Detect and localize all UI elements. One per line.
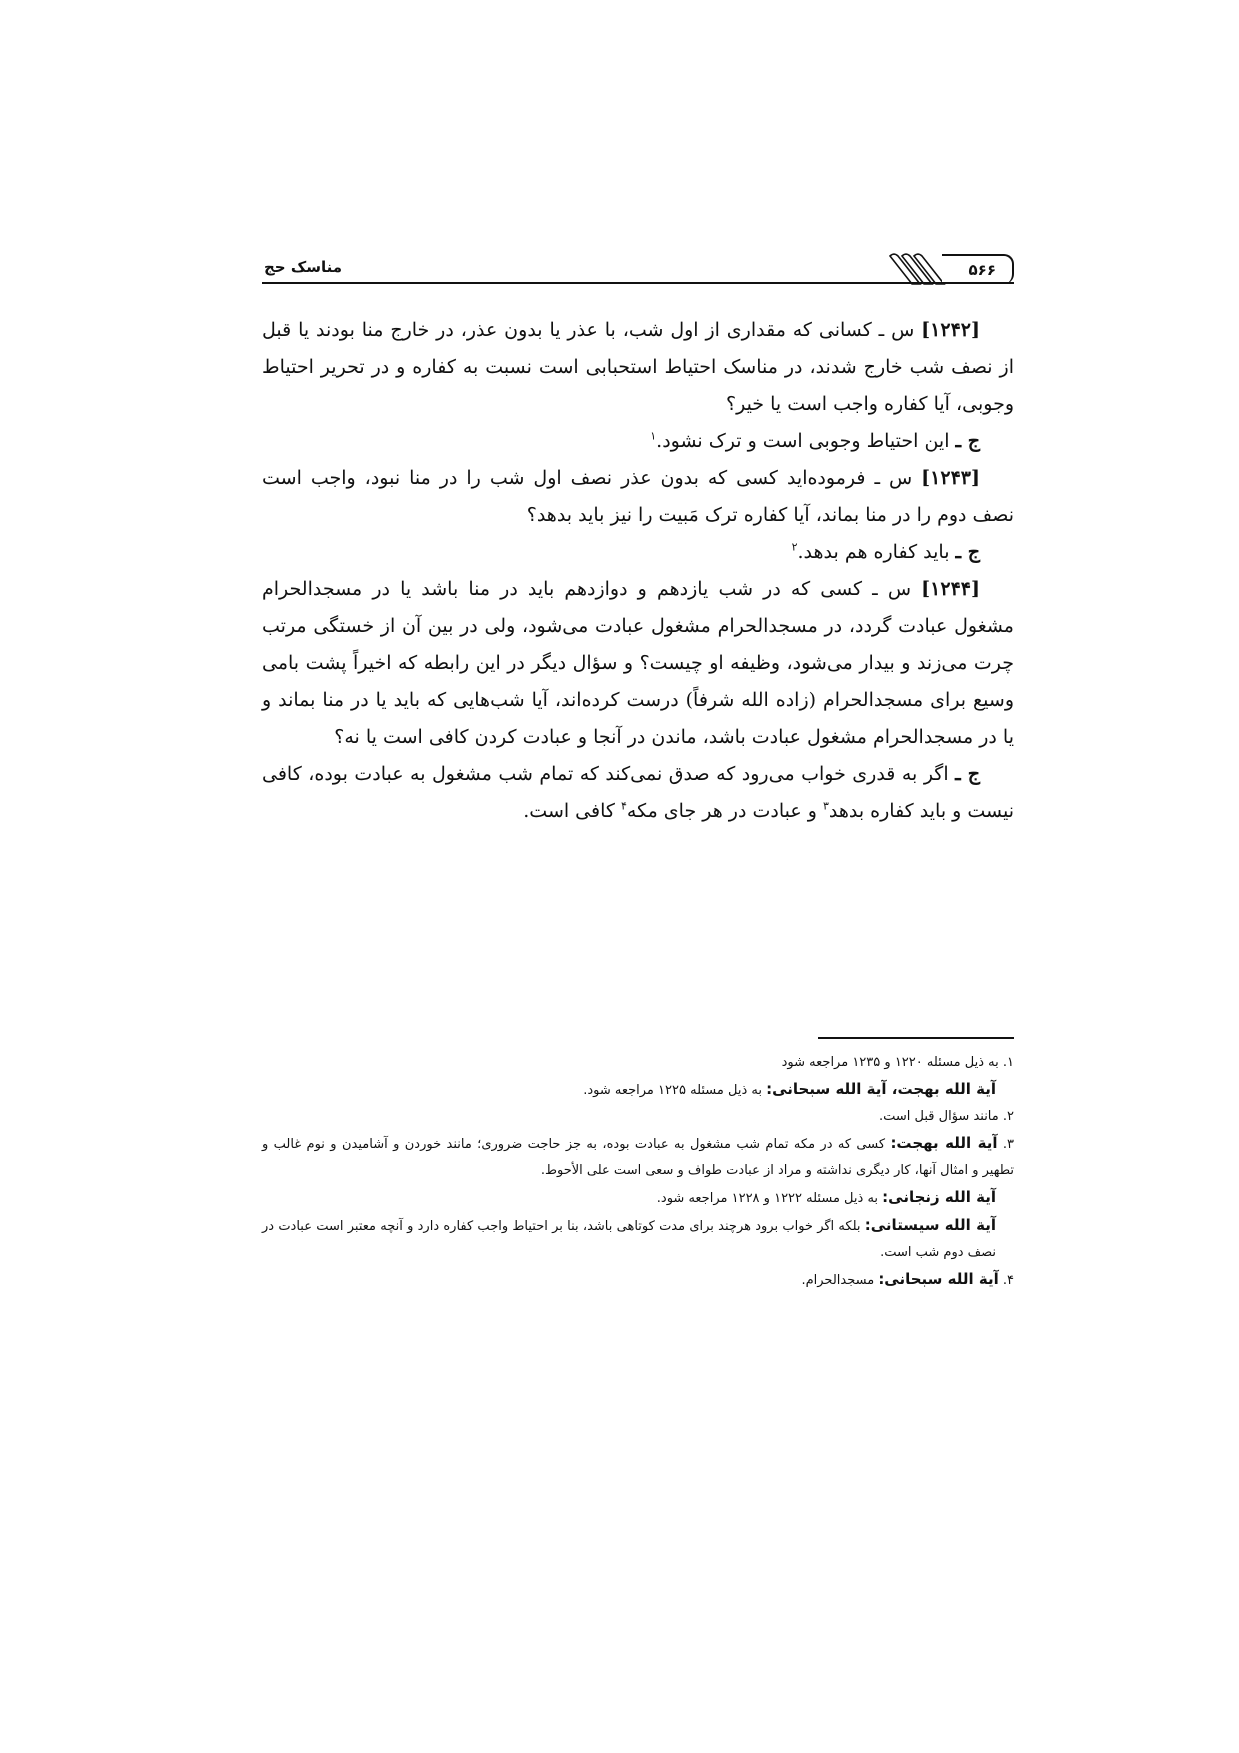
footnote-text: کسی که در مکه تمام شب مشغول به عبادت بوده، به جز حاجت ضروری؛ مانند خوردن و آشامیدن و نوم غالب و تطهیر و امثال آنها، کار دیگری نداشته و مراد از عبادت طواف و سعی است علی الأحوط. [262,1137,1014,1178]
answer-mark: ج ـ [955,430,980,452]
answer-1243 [262,534,1014,571]
answer-text: و عبادت در هر جای مکه [626,800,823,822]
footnote-4 [262,1266,1014,1294]
main-text [262,312,1014,830]
decorative-stripes-icon [886,252,948,286]
header-rule [262,282,1014,284]
question-number: [۱۲۴۳] [921,467,980,489]
authority-name: آیة الله بهجت، آیة الله سبحانی: [766,1080,996,1098]
question-number: [۱۲۴۲] [921,319,980,341]
footnote-marker: ۲. [998,1109,1014,1124]
page-number: ۵۶۶ [968,261,996,279]
question-1242 [262,312,1014,423]
footnote-3 [262,1130,1014,1184]
footnote-marker: ۳. [997,1137,1014,1152]
footnote-text: به ذیل مسئله ۱۲۲۰ و ۱۲۳۵ مراجعه شود [781,1055,999,1070]
answer-mark: ج ـ [955,763,980,785]
answer-text: باید کفاره هم بدهد. [797,541,956,563]
question-text: س ـ کسانی که مقداری از اول شب، با عذر یا بدون عذر، در خارج منا بودند یا قبل از نصف شب خارج شدند، در مناسک احتیاط استحبابی است نسبت به کفاره و در تحریر احتیاط وجوبی، آیا کفاره واجب است یا خیر؟ [262,319,1014,415]
answer-text: اگر به قدری خواب می‌رود که صدق نمی‌کند که تمام شب مشغول به عبادت بوده، کافی نیست و باید کفاره بدهد [262,763,1014,822]
footnote-marker: ۴. [998,1273,1014,1288]
footnote-1-sub [262,1076,1014,1104]
answer-text: کافی است. [523,800,621,822]
footnote-text: بلکه اگر خواب برود هرچند برای مدت کوتاهی باشد، بنا بر احتیاط واجب کفاره دارد و آنچه معتبر است عبادت در نصف دوم شب است. [262,1219,996,1260]
answer-mark: ج ـ [955,541,980,563]
footnote-1 [262,1050,1014,1076]
footnote-separator [818,1037,1014,1039]
footnotes [262,1050,1014,1294]
question-text: س ـ فرموده‌اید کسی که بدون عذر نصف اول شب را در منا نبود، واجب است نصف دوم را در منا بماند، آیا کفاره ترک مَبیت را نیز باید بدهد؟ [262,467,1014,526]
answer-1244 [262,756,1014,830]
footnote-ref[interactable]: ۱ [650,429,657,443]
running-title: مناسک حج [264,258,342,276]
footnote-marker: ۱. [998,1055,1014,1070]
footnote-3-sub-a [262,1184,1014,1212]
answer-text: این احتیاط وجوبی است و ترک نشود. [656,430,956,452]
footnote-text: به ذیل مسئله ۱۲۲۲ و ۱۲۲۸ مراجعه شود. [656,1191,883,1206]
question-1243 [262,460,1014,534]
footnote-2 [262,1104,1014,1130]
page-number-tab [942,254,1014,284]
footnote-text: به ذیل مسئله ۱۲۲۵ مراجعه شود. [583,1083,767,1098]
footnote-ref[interactable]: ۲ [791,540,798,554]
question-number: [۱۲۴۴] [921,578,980,600]
footnote-ref[interactable]: ۴ [620,799,627,813]
footnote-text: مانند سؤال قبل است. [879,1109,999,1124]
footnote-ref[interactable]: ۳ [822,799,829,813]
page-header [262,254,1014,284]
authority-name: آیة الله زنجانی: [882,1188,996,1206]
authority-name: آیة الله بهجت: [890,1134,998,1152]
authority-name: آیة الله سیستانی: [864,1216,996,1234]
question-1244 [262,571,1014,756]
answer-1242 [262,423,1014,460]
authority-name: آیة الله سبحانی: [878,1270,999,1288]
question-text: س ـ کسی که در شب یازدهم و دوازدهم باید در منا باشد یا در مسجدالحرام مشغول عبادت گردد، در مسجدالحرام مشغول عبادت می‌شود، ولی در بین آن از خستگی مرتب چرت می‌زند و بیدار می‌شود، وظیفه او چیست؟ و سؤال دیگر در این رابطه که اخیراً پشت بامی وسیع برای مسجدالحرام (زاده الله شرفاً) درست کرده‌اند، آیا شب‌هایی که باید یا در منا بماند و یا در مسجدالحرام مشغول عبادت باشد، ماندن در آنجا و عبادت کردن کافی است یا نه؟ [262,578,1014,748]
footnote-3-sub-b [262,1212,1014,1266]
footnote-text: مسجدالحرام. [801,1273,879,1288]
